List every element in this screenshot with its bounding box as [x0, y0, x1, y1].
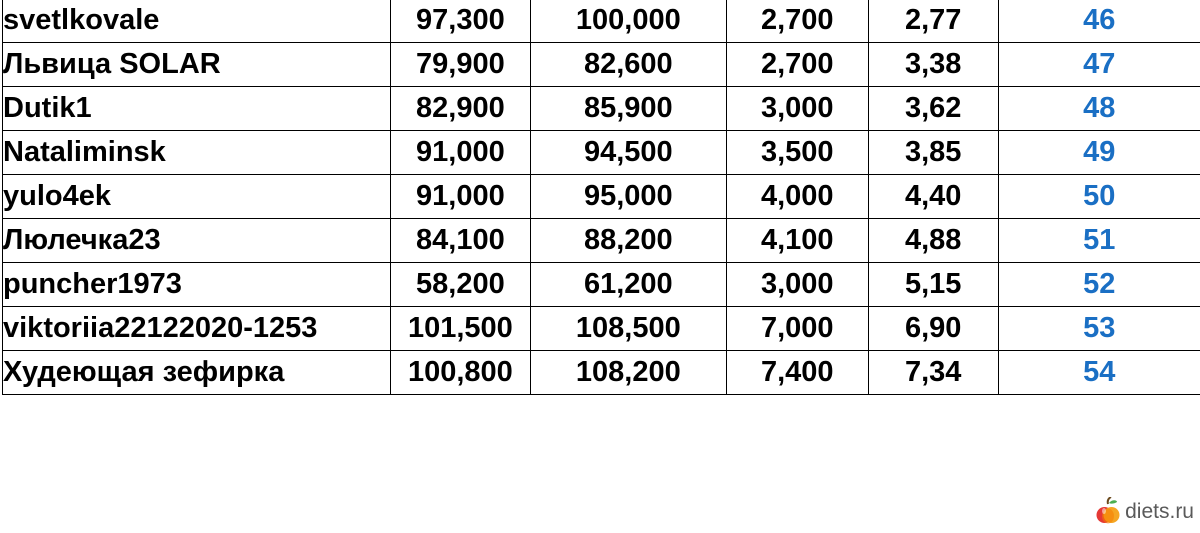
cell-weight-lost: 2,700 — [726, 43, 868, 87]
cell-current-weight: 58,200 — [390, 263, 530, 307]
cell-current-weight: 79,900 — [390, 43, 530, 87]
cell-percent: 3,85 — [868, 131, 998, 175]
table-row — [3, 307, 1200, 351]
cell-current-weight: 101,500 — [390, 307, 530, 351]
cell-start-weight: 108,500 — [530, 307, 726, 351]
cell-start-weight: 94,500 — [530, 131, 726, 175]
results-table — [2, 0, 1200, 395]
cell-start-weight: 85,900 — [530, 87, 726, 131]
cell-rank: 47 — [998, 43, 1200, 87]
cell-rank: 46 — [998, 0, 1200, 43]
cell-percent: 7,34 — [868, 351, 998, 395]
table-row — [3, 175, 1200, 219]
cell-percent: 3,62 — [868, 87, 998, 131]
cell-weight-lost: 7,000 — [726, 307, 868, 351]
cell-name: Nataliminsk — [3, 131, 391, 175]
cell-name: yulo4ek — [3, 175, 391, 219]
cell-percent: 5,15 — [868, 263, 998, 307]
cell-name: Львица SOLAR — [3, 43, 391, 87]
cell-weight-lost: 4,100 — [726, 219, 868, 263]
cell-rank: 52 — [998, 263, 1200, 307]
cell-name: Dutik1 — [3, 87, 391, 131]
cell-weight-lost: 3,000 — [726, 87, 868, 131]
cell-rank: 48 — [998, 87, 1200, 131]
cell-weight-lost: 4,000 — [726, 175, 868, 219]
cell-name: viktoriia22122020-1253 — [3, 307, 391, 351]
cell-current-weight: 97,300 — [390, 0, 530, 43]
cell-weight-lost: 3,500 — [726, 131, 868, 175]
cell-weight-lost: 3,000 — [726, 263, 868, 307]
table-row — [3, 87, 1200, 131]
cell-current-weight: 100,800 — [390, 351, 530, 395]
cell-name: Люлечка23 — [3, 219, 391, 263]
cell-rank: 50 — [998, 175, 1200, 219]
cell-weight-lost: 2,700 — [726, 0, 868, 43]
cell-rank: 49 — [998, 131, 1200, 175]
cell-start-weight: 88,200 — [530, 219, 726, 263]
cell-percent: 3,38 — [868, 43, 998, 87]
table-row — [3, 351, 1200, 395]
cell-current-weight: 82,900 — [390, 87, 530, 131]
cell-current-weight: 91,000 — [390, 131, 530, 175]
cell-name: Худеющая зефирка — [3, 351, 391, 395]
cell-percent: 4,40 — [868, 175, 998, 219]
table-row — [3, 43, 1200, 87]
apple-logo-icon — [1095, 497, 1121, 527]
cell-current-weight: 91,000 — [390, 175, 530, 219]
table-row — [3, 131, 1200, 175]
table-row — [3, 219, 1200, 263]
cell-percent: 4,88 — [868, 219, 998, 263]
cell-weight-lost: 7,400 — [726, 351, 868, 395]
cell-start-weight: 61,200 — [530, 263, 726, 307]
site-watermark — [1095, 497, 1194, 527]
cell-rank: 54 — [998, 351, 1200, 395]
table-row — [3, 0, 1200, 43]
cell-current-weight: 84,100 — [390, 219, 530, 263]
cell-rank: 51 — [998, 219, 1200, 263]
cell-start-weight: 82,600 — [530, 43, 726, 87]
cell-start-weight: 108,200 — [530, 351, 726, 395]
table-body — [3, 0, 1200, 395]
table-row — [3, 263, 1200, 307]
cell-percent: 2,77 — [868, 0, 998, 43]
cell-rank: 53 — [998, 307, 1200, 351]
cell-percent: 6,90 — [868, 307, 998, 351]
cell-name: svetlkovale — [3, 0, 391, 43]
cell-name: puncher1973 — [3, 263, 391, 307]
cell-start-weight: 95,000 — [530, 175, 726, 219]
cell-start-weight: 100,000 — [530, 0, 726, 43]
watermark-text: diets.ru — [1125, 500, 1194, 523]
